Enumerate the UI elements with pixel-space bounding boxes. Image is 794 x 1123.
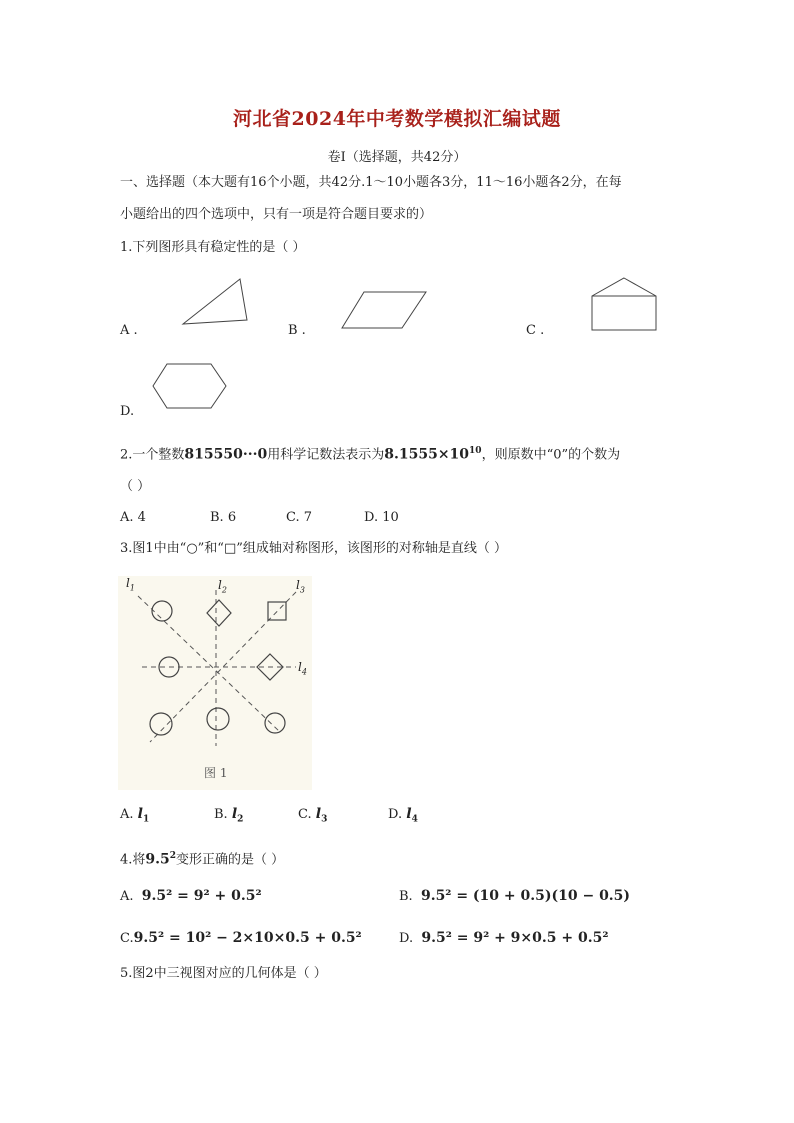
figure-1-symmetry-diagram: [118, 576, 312, 790]
q4-expression: 9.5: [145, 851, 170, 868]
section-instruction-line2: 小题给出的四个选项中，只有一项是符合题目要求的）: [120, 207, 433, 222]
diamond-shape: [207, 600, 231, 626]
q1-house-pentagon-figure: [588, 276, 660, 334]
axis-label-l3: $l_3$: [296, 578, 305, 595]
figure-1-caption: 图 1: [204, 766, 228, 780]
question-5-stem: 5.图2中三视图对应的几何体是（ ）: [120, 966, 327, 981]
q2-option-a: A. 4: [120, 510, 146, 525]
q4-option-b: B. 9.5² = (10 + 0.5)(10 − 0.5): [399, 888, 631, 904]
q1-option-a-label: A .: [120, 323, 138, 338]
section-instruction-line1: 一、选择题（本大题有16个小题，共42分.1～10小题各3分，11～16小题各2分，在每: [120, 175, 622, 190]
axis-label-l4: $l_4$: [298, 660, 307, 677]
question-2-stem: [120, 441, 620, 465]
q2-stem-part-b: 用科学记数法表示为: [267, 447, 385, 463]
question-1-stem: 1.下列图形具有稳定性的是（ ）: [120, 240, 306, 255]
q1-option-d-label: D.: [120, 404, 135, 419]
page-title: 河北省2024年中考数学模拟汇编试题: [233, 108, 561, 130]
circle-shape: [152, 601, 172, 621]
q2-option-b: B. 6: [210, 510, 237, 525]
circle-shape: [265, 713, 285, 733]
q2-integer: 815550···0: [184, 446, 268, 463]
q1-hexagon-figure: [150, 362, 230, 412]
axis-label-l1: $l_1$: [126, 576, 135, 593]
q4-option-d: D. 9.5² = 9² + 9×0.5 + 0.5²: [399, 930, 609, 946]
page-subtitle: 卷Ⅰ（选择题，共42分）: [327, 150, 467, 165]
q2-stem-part-c: ，则原数中“0”的个数为: [481, 447, 621, 463]
q2-answer-paren: （ ）: [120, 479, 151, 494]
q3-option-b: B. $l_2$: [214, 806, 244, 825]
q1-option-b-label: B .: [288, 323, 306, 338]
q3-option-a: A. $l_1$: [120, 806, 150, 825]
question-3-stem: 3.图1中由“○”和“□”组成轴对称图形，该图形的对称轴是直线（ ）: [120, 541, 508, 556]
q2-stem-part-a: 2.一个整数: [120, 447, 185, 463]
q3-option-c: C. $l_3$: [298, 806, 328, 825]
axis-label-l2: $l_2$: [218, 578, 227, 595]
square-shape: [268, 602, 286, 620]
q4-option-a: A. 9.5² = 9² + 0.5²: [120, 888, 262, 904]
q3-option-d: D. $l_4$: [388, 806, 418, 825]
q2-scientific-notation: 8.1555×10: [384, 446, 470, 463]
q1-parallelogram-figure: [340, 290, 430, 330]
q2-option-d: D. 10: [364, 510, 399, 525]
q2-exponent: 10: [469, 446, 482, 456]
q2-option-c: C. 7: [286, 510, 313, 525]
question-4-stem: 4.将$9.5^2$变形正确的是（ ）: [120, 851, 285, 868]
q1-triangle-figure: [180, 276, 252, 328]
circle-shape: [150, 713, 172, 735]
q4-option-c: C.9.5² = 10² − 2×10×0.5 + 0.5²: [120, 930, 362, 946]
circle-shape: [207, 708, 229, 730]
q1-option-c-label: C .: [526, 323, 545, 338]
